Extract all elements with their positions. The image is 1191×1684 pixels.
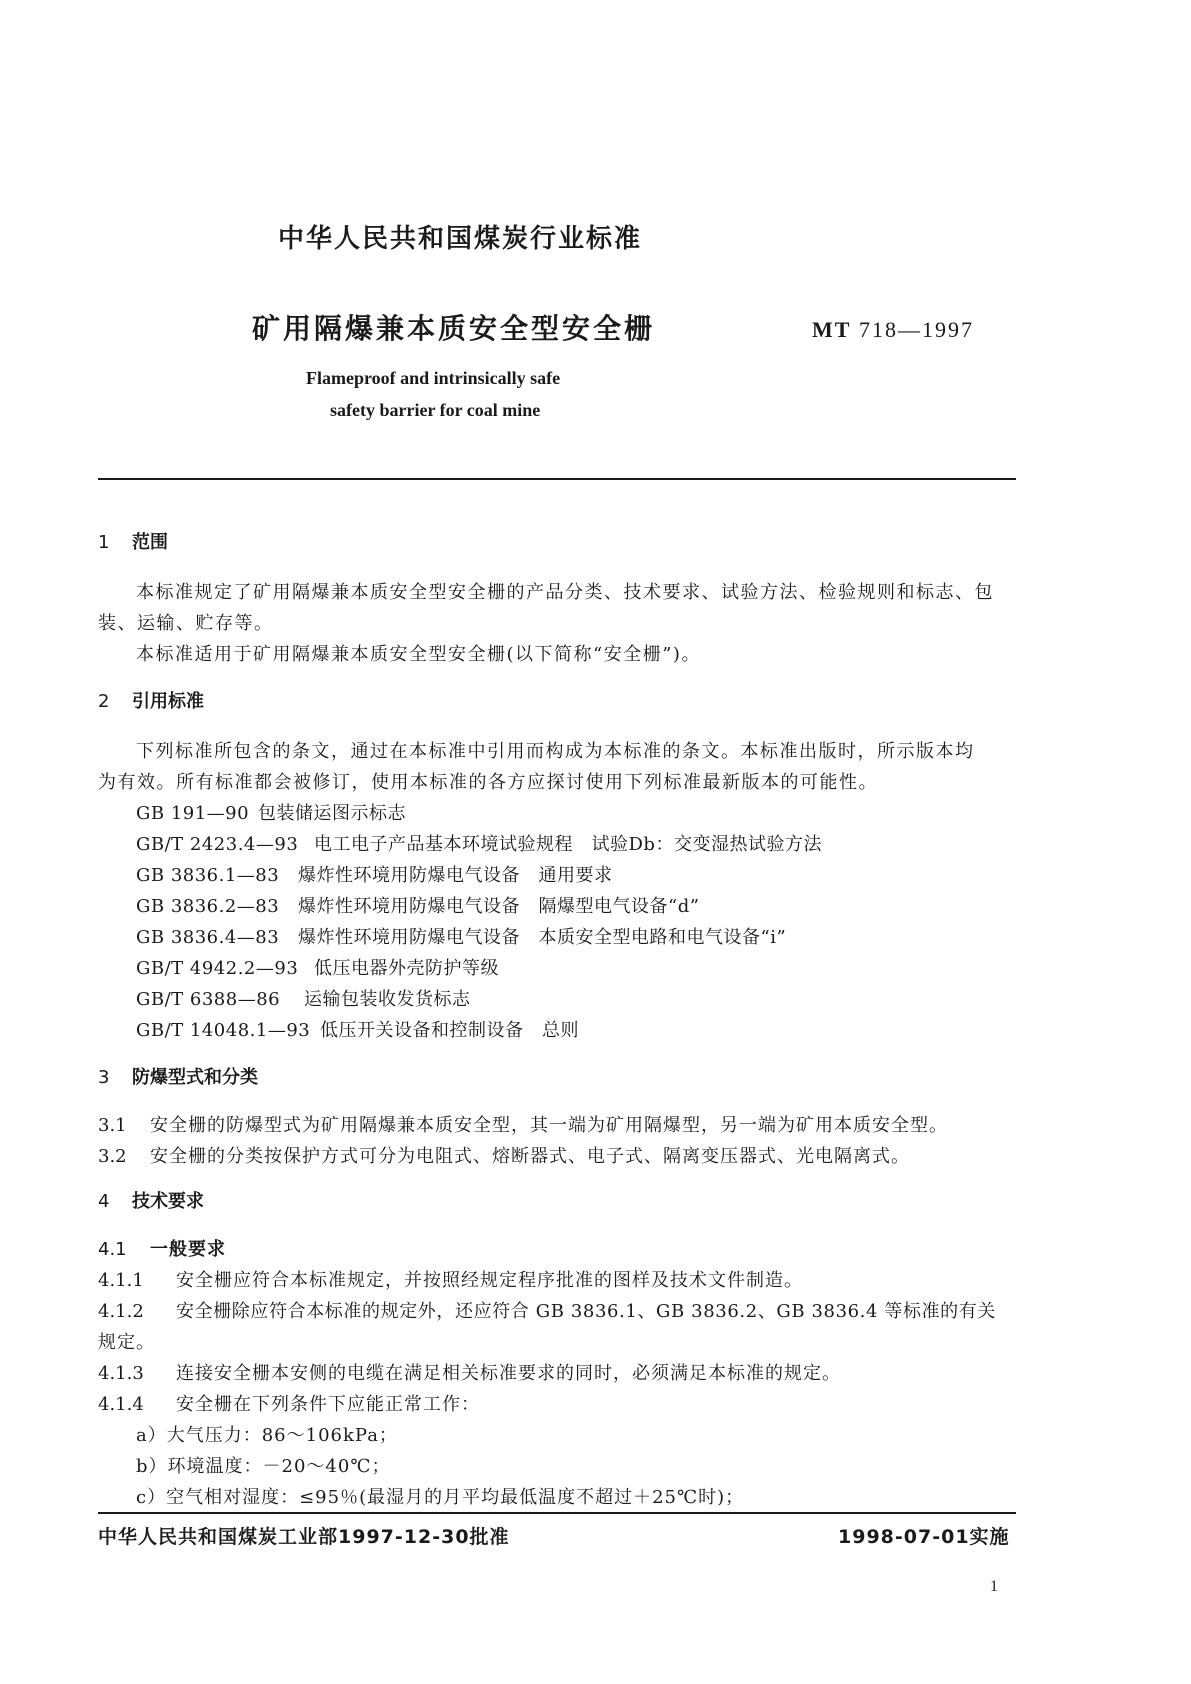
clause-3-2 (98, 1142, 910, 1168)
section-number: 2 (98, 691, 110, 712)
section-1-para-2: 本标准适用于矿用隔爆兼本质安全型安全栅(以下简称“安全栅”)。 (136, 644, 701, 665)
section-2-heading (98, 687, 204, 713)
clause-4-1-3 (98, 1359, 841, 1385)
clause-text: 安全栅在下列条件下应能正常工作： (176, 1394, 480, 1415)
reference-item (136, 954, 499, 980)
condition-item: b）环境温度：－20～40℃； (136, 1456, 391, 1477)
clause-number: 4.1.4 (98, 1394, 144, 1415)
reference-item (136, 985, 471, 1011)
reference-item (136, 923, 786, 949)
clause-number: 4.1 (98, 1239, 127, 1260)
header-rule (98, 478, 1016, 480)
section-title: 范围 (132, 532, 168, 553)
reference-title: 低压开关设备和控制设备 总则 (320, 1020, 579, 1041)
document-title: 矿用隔爆兼本质安全型安全栅 (252, 312, 656, 345)
reference-title: 爆炸性环境用防爆电气设备 本质安全型电路和电气设备“i” (298, 927, 787, 948)
approval-line: 中华人民共和国煤炭工业部1997-12-30批准 (98, 1526, 510, 1548)
section-number: 4 (98, 1191, 110, 1212)
reference-item (136, 1016, 579, 1042)
clause-4-1-2-continuation: 规定。 (98, 1332, 155, 1353)
clause-number: 4.1.2 (98, 1301, 144, 1322)
footer-rule (98, 1512, 1016, 1514)
reference-code: GB 3836.4—83 (136, 927, 280, 948)
section-title: 技术要求 (132, 1191, 204, 1212)
clause-text: 安全栅的防爆型式为矿用隔爆兼本质安全型，其一端为矿用隔爆型，另一端为矿用本质安全型。 (150, 1115, 948, 1136)
standard-number (812, 317, 974, 343)
page-number: 1 (990, 1578, 998, 1595)
reference-code: GB 191—90 (136, 803, 250, 824)
section-4-heading (98, 1187, 204, 1213)
reference-title: 运输包装收发货标志 (304, 989, 471, 1010)
section-number: 1 (98, 532, 110, 553)
reference-item (136, 861, 613, 887)
implementation-date: 1998-07-01实施 (838, 1526, 1010, 1548)
reference-code: GB/T 4942.2—93 (136, 958, 299, 979)
reference-code: GB/T 2423.4—93 (136, 834, 299, 855)
reference-title: 爆炸性环境用防爆电气设备 隔爆型电气设备“d” (298, 896, 700, 917)
reference-code: GB/T 6388—86 (136, 989, 281, 1010)
clause-number: 4.1.1 (98, 1270, 144, 1291)
reference-title: 爆炸性环境用防爆电气设备 通用要求 (298, 865, 613, 886)
reference-code: GB 3836.2—83 (136, 896, 280, 917)
section-2-para-line-1: 下列标准所包含的条文，通过在本标准中引用而构成为本标准的条文。本标准出版时，所示版本均 (136, 741, 975, 762)
clause-4-1-4 (98, 1390, 480, 1416)
section-title: 引用标准 (132, 691, 204, 712)
clause-text: 安全栅的分类按保护方式可分为电阻式、熔断器式、电子式、隔离变压器式、光电隔离式。 (150, 1146, 910, 1167)
clause-4-1-heading (98, 1235, 226, 1261)
reference-title: 包装储运图示标志 (258, 803, 406, 824)
clause-4-1-2 (98, 1297, 996, 1323)
condition-item: a）大气压力：86～106kPa； (136, 1425, 398, 1446)
clause-text: 安全栅应符合本标准规定，并按照经规定程序批准的图样及技术文件制造。 (176, 1270, 803, 1291)
standard-prefix: MT (812, 317, 852, 342)
section-title: 防爆型式和分类 (132, 1067, 258, 1088)
reference-code: GB 3836.1—83 (136, 865, 280, 886)
section-1-para-1-line-1: 本标准规定了矿用隔爆兼本质安全型安全栅的产品分类、技术要求、试验方法、检验规则和标志、包 (136, 582, 994, 603)
reference-item (136, 799, 406, 825)
clause-3-1 (98, 1111, 948, 1137)
standard-code: 718—1997 (858, 317, 974, 342)
clause-text: 安全栅除应符合本标准的规定外，还应符合 GB 3836.1、GB 3836.2、GB 3836.4 等标准的有关 (176, 1301, 996, 1322)
reference-code: GB/T 14048.1—93 (136, 1020, 311, 1041)
section-1-para-1-line-2: 装、运输、贮存等。 (98, 613, 274, 634)
reference-item (136, 830, 822, 856)
clause-number: 3.2 (98, 1146, 127, 1167)
clause-4-1-1 (98, 1266, 803, 1292)
english-title-line-2: safety barrier for coal mine (330, 400, 541, 420)
reference-item (136, 892, 699, 918)
clause-number: 3.1 (98, 1115, 127, 1136)
reference-title: 电工电子产品基本环境试验规程 试验Db：交变湿热试验方法 (314, 834, 822, 855)
clause-title: 一般要求 (150, 1239, 226, 1260)
section-3-heading (98, 1063, 258, 1089)
english-title-line-1: Flameproof and intrinsically safe (306, 368, 561, 388)
reference-title: 低压电器外壳防护等级 (314, 958, 499, 979)
clause-text: 连接安全栅本安侧的电缆在满足相关标准要求的同时，必须满足本标准的规定。 (176, 1363, 841, 1384)
issuing-body-heading: 中华人民共和国煤炭行业标准 (278, 224, 643, 254)
clause-number: 4.1.3 (98, 1363, 144, 1384)
section-1-heading (98, 528, 168, 554)
section-2-para-line-2: 为有效。所有标准都会被修订，使用本标准的各方应探讨使用下列标准最新版本的可能性。 (98, 772, 878, 793)
condition-item: c）空气相对湿度：≤95％(最湿月的月平均最低温度不超过＋25℃时)； (136, 1487, 745, 1508)
section-number: 3 (98, 1067, 110, 1088)
